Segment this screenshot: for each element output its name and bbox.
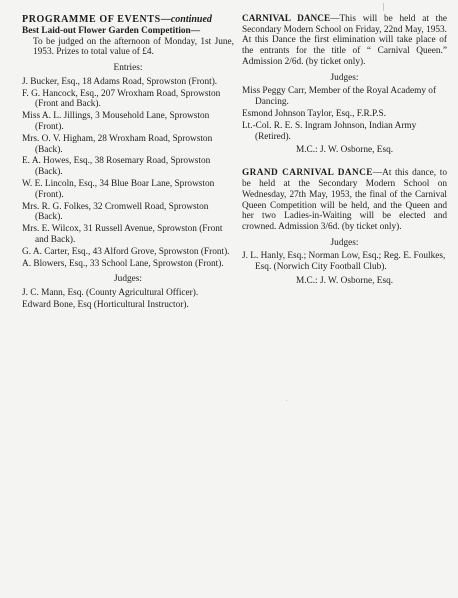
entries-list [22, 77, 234, 270]
carnival-judge-item: Lt.-Col. R. E. S. Ingram Johnson, Indian Army (Retired). [242, 121, 417, 143]
grand-carnival-dance-description: —At this dance, to be held at the Secondary Modern School on Wednesday, 27th May, 1953, the final of the Carnival Queen Competition will be held, and the Queen and her two Ladies-in-Waiting will be elected and crowned. Admission 3/6d. (by ticket only). [242, 168, 448, 232]
garden-judge-item: J. C. Mann, Esq. (County Agricultural Officer). [22, 288, 199, 299]
scan-speck: . [286, 397, 288, 403]
carnival-dance-description: —This will be held at the Secondary Modern School on Friday, 22nd May, 1953. At this Dance the first elimination will take place of the entrants for the title of “ Carnival Queen.” Admission 2/6d. (by ticket only). [242, 14, 447, 67]
flower-garden-title: Best Laid-out Flower Garden Competition— [22, 26, 201, 36]
grand-carnival-dance-title: GRAND CARNIVAL DANCE [242, 168, 373, 179]
entry-item: Mrs. R. G. Folkes, 32 Cromwell Road, Sprowston (Back). [22, 201, 209, 223]
entry-item: F. G. Hancock, Esq., 207 Wroxham Road, Sprowston (Front and Back). [22, 88, 221, 110]
entry-item: Miss A. L. Jillings, 3 Mousehold Lane, Sprowston (Front). [22, 111, 210, 132]
carnival-mc: M.C.: J. W. Osborne, Esq. [295, 144, 394, 155]
grand-carnival-dance-section [242, 168, 447, 232]
entry-item: G. A. Carter, Esq., 43 Alford Grove, Sprowston (Front). [22, 246, 230, 257]
entry-item: E. A. Howes, Esq., 38 Rosemary Road, Sprowston (Back). [22, 156, 211, 178]
entry-item: Mrs. O. V. Higham, 28 Wroxham Road, Sprowston (Back). [22, 133, 213, 155]
flower-garden-description: To be judged on the afternoon of Monday, 1st June, 1953. Prizes to total value of £4. [33, 36, 234, 58]
entry-item: Mrs. E. Wilcox, 31 Russell Avenue, Sprowston (Front and Back). [22, 224, 223, 245]
carnival-judge-item: Esmond Johnson Taylor, Esq., F.R.P.S. [242, 109, 386, 120]
carnival-judges-label: Judges: [330, 72, 359, 83]
carnival-dance-section [242, 14, 447, 68]
carnival-judge-item: Miss Peggy Carr, Member of the Royal Academy of Dancing. [242, 86, 437, 107]
right-column [242, 14, 447, 286]
page-heading [22, 14, 234, 25]
grand-judges-label: Judges: [330, 237, 359, 248]
left-column [22, 14, 234, 313]
grand-judge-item: J. L. Hanly, Esq.; Norman Low, Esq.; Reg. E. Foulkes, Esq. (Norwich City Football Club). [242, 251, 446, 273]
entry-item: A. Blowers, Esq., 33 School Lane, Sprowston (Front). [22, 258, 224, 269]
garden-judge-item: Edward Bone, Esq (Horticultural Instructor). [22, 300, 189, 311]
entry-item: W. E. Lincoln, Esq., 34 Blue Boar Lane, Sprowston (Front). [22, 179, 215, 200]
programme-heading: PROGRAMME OF EVENTS [22, 14, 161, 25]
entry-item: J. Bucker, Esq., 18 Adams Road, Sprowston (Front). [22, 76, 218, 87]
carnival-dance-title: CARNIVAL DANCE [242, 14, 331, 24]
grand-mc: M.C.: J. W. Osborne, Esq. [295, 275, 394, 286]
section-gap [242, 155, 447, 168]
scan-speck: | [383, 2, 385, 11]
continued-label: —continued [160, 14, 212, 25]
garden-judges-label: Judges: [114, 274, 142, 285]
entries-label: Entries: [113, 63, 143, 74]
